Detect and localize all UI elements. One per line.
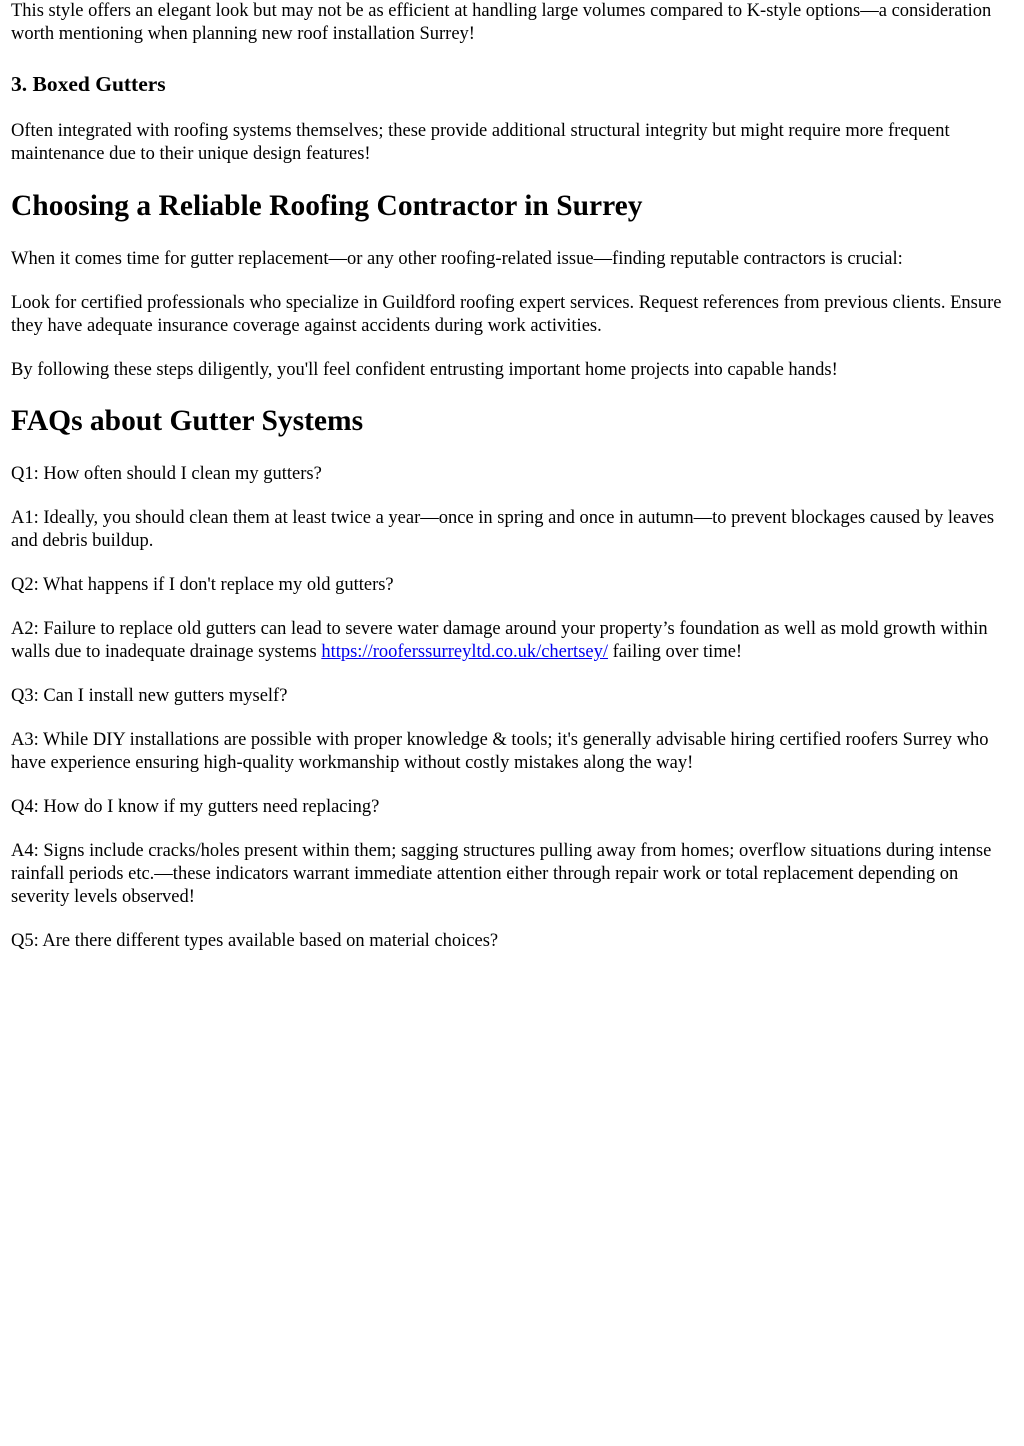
faq-answer-4: A4: Signs include cracks/holes present within them; sagging structures pulling away from homes; overflow situations during intense rainfall periods etc.—these indicators warrant immediate attention either through repair work or total replacement depending on severity levels observed! [11,841,992,907]
faq-answer-3: A3: While DIY installations are possible with proper knowledge & tools; it's generally advisable hiring certified roofers Surrey who have experience ensuring high-quality workmanship without costly mistakes along the way! [11,730,989,773]
faq-answer-1: A1: Ideally, you should clean them at least twice a year—once in spring and once in autumn—to prevent blockages caused by leaves and debris buildup. [11,508,995,551]
boxed-gutters-paragraph: Often integrated with roofing systems themselves; these provide additional structural integrity but might require more frequent maintenance due to their unique design features! [11,121,950,164]
faq-question-3: Q3: Can I install new gutters myself? [11,686,288,706]
intro-paragraph: This style offers an elegant look but may not be as efficient at handling large volumes compared to K-style options—a consideration worth mentioning when planning new roof installation Surrey! [11,1,992,44]
boxed-gutters-heading: 3. Boxed Gutters [11,72,166,96]
faq-question-4: Q4: How do I know if my gutters need replacing? [11,797,380,817]
contractor-paragraph-3: By following these steps diligently, you'll feel confident entrusting important home projects into capable hands! [11,360,838,380]
faq-heading: FAQs about Gutter Systems [11,405,364,437]
contractor-paragraph-2: Look for certified professionals who specialize in Guildford roofing expert services. Request references from previous clients. Ensure they have adequate insurance coverage against accidents during work activities. [11,293,1002,336]
faq-answer-2 [11,618,1017,664]
faq-question-5: Q5: Are there different types available based on material choices? [11,931,499,951]
faq-answer-2-text: A2: Failure to replace old gutters can lead to severe water damage around your property’s foundation as well as mold growth within walls due to inadequate drainage systems [11,619,988,662]
contractor-heading: Choosing a Reliable Roofing Contractor in Surrey [11,190,643,222]
article-body [11,0,1017,953]
faq-question-2: Q2: What happens if I don't replace my old gutters? [11,575,394,595]
faq-question-1: Q1: How often should I clean my gutters? [11,464,322,484]
chertsey-link[interactable]: https://rooferssurreyltd.co.uk/chertsey/ [321,642,608,662]
faq-answer-2-tail: failing over time! [608,642,743,662]
contractor-paragraph-1: When it comes time for gutter replacement—or any other roofing-related issue—finding reputable contractors is crucial: [11,249,903,269]
